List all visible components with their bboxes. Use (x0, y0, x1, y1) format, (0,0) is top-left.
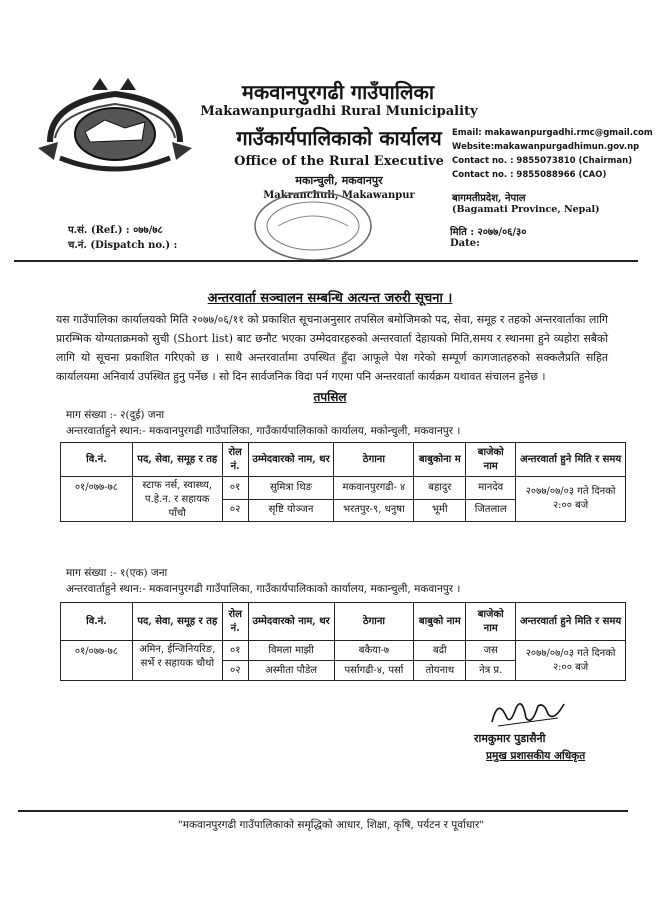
footer-slogan: "मकवानपुरगढी गाउँपालिकाको समृद्धिको आधार, शिक्षा, कृषि, पर्यटन र पूर्वाधार" (177, 819, 485, 831)
grandfather-cell: जस (466, 641, 516, 661)
venue-2: अन्तरवार्ताहुने स्थान:- मकवानपुरगढी गाउँपालिका, गाउँकार्यपालिकाको कार्यालय, मकान्चुली, मकवानपुर । (66, 583, 461, 595)
post-cell: स्टाफ नर्स, स्वास्थ्य, प.हे.न. र सहायक पाँचौ (132, 477, 222, 522)
address-cell: भरतपुर-९, धनुषा (334, 499, 414, 522)
name-cell: अस्मीता पौडेल (248, 661, 334, 681)
province-nepali: बागमतीप्रदेश, नेपाल (452, 193, 526, 204)
name-cell: सृष्टि योञ्जन (248, 499, 334, 522)
office-title-nepali: गाउँकार्यपालिकाको कार्यालय (236, 126, 442, 150)
datetime-cell: २०७७/०७/०३ गते दिनको २:०० बजे (516, 477, 626, 522)
signature-scribble (488, 696, 568, 730)
demand-count-1: माग संख्या :- २(दुई) जना (66, 409, 165, 421)
father-cell: तोयनाथ (414, 661, 466, 681)
contact-cao: Contact no. : 9855088966 (CAO) (452, 170, 607, 180)
father-cell: भूमी (414, 499, 466, 522)
notice-paragraph: यस गाउँपालिका कार्यालयको मिति २०७७/०६/११ को प्रकाशित सूचनाअनुसार तपसिल बमोजिमको पद, सेवा, समूह र तहको अन्तरवार्ताका लागि प्रारम्भिक योग्यताक्रमको सुची (Short list) बाट छनौट भएका उम्मेदवारहरुको अन्तरवार्ता देहायको मिति,समय र स्थानमा हुने व्यहोरा सबैको लागि यो सूचना प्रकाशित गरिएको छ । साथै अन्तरवार्तामा उपस्थित हुँदा आफूले पेश गरेको सम्पूर्ण कागजातहरुको सक्कलैप्रति सहित कार्यालयमा अनिवार्य उपस्थित हुनु पर्नेछ । सो दिन सार्वजनिक विदा पर्न गएमा पनि अन्तरवार्ता कार्यक्रम यथावत संचालन हुनेछ । (56, 313, 608, 383)
table-header-row (61, 443, 626, 477)
place-english: Makranchuli, Makawanpur (263, 190, 415, 201)
org-title-nepali: मकवानपुरगढी गाउँपालिका (241, 80, 435, 104)
roll-cell: ०२ (222, 661, 248, 681)
place-nepali: मकान्चुली, मकवानपुर (295, 174, 383, 187)
post-cell: अमिन, ईन्जिनियरिङ, सर्भे र सहायक चौथो (132, 641, 222, 681)
dispatch-number: च.नं. (Dispatch no.) : (68, 240, 178, 251)
address-cell: बकैया-७ (334, 641, 414, 661)
roll-cell: ०१ (222, 641, 248, 661)
venue-1: अन्तरवार्ताहुने स्थान:- मकवानपुरगढी गाउँपालिका, गाउँकार्यपालिकाको कार्यालय, मकोन्चुली, मकवानपुर । (66, 425, 461, 437)
demand-count-2: माग संख्या :- १(एक) जना (66, 567, 168, 579)
header-cell: वि.नं. (61, 443, 133, 477)
notice-title: अन्तरवार्ता सञ्चालन सम्बन्धि अत्यन्त जरुरी सूचना । (207, 291, 453, 306)
date-nepali: मिति : २०७७/०६/३० (450, 227, 527, 238)
father-cell: बहादुर (414, 477, 466, 500)
website-line: Website:makawanpurgadhimun.gov.np (452, 142, 640, 152)
org-title-english: Makawanpurgadhi Rural Municipality (200, 104, 478, 119)
header-cell: वि.नं. (61, 603, 133, 641)
grandfather-cell: नेत्र प्र. (466, 661, 516, 681)
header-cell: ठेगाना (334, 443, 414, 477)
table-header-row (61, 603, 626, 641)
roll-cell: ०१ (222, 477, 248, 500)
footer-divider (18, 810, 628, 812)
header-cell: रोल नं. (222, 603, 248, 641)
grandfather-cell: मानदेव (466, 477, 516, 500)
header-cell: बाबुकोना म (414, 443, 466, 477)
office-stamp (248, 186, 378, 266)
header-cell: पद, सेवा, समूह र तह (132, 603, 222, 641)
grandfather-cell: जितलाल (466, 499, 516, 522)
table-row (61, 641, 626, 661)
header-cell: रोल नं. (222, 443, 248, 477)
header-cell: ठेगाना (334, 603, 414, 641)
header-cell: अन्तरवार्ता हुने मिति र समय (516, 443, 626, 477)
office-title-english: Office of the Rural Executive (234, 154, 444, 169)
address-cell: मकवानपुरगढी- ४ (334, 477, 414, 500)
header-cell: बाजेको नाम (466, 443, 516, 477)
contact-chairman: Contact no. : 9855073810 (Chairman) (452, 156, 633, 166)
roll-cell: ०२ (222, 499, 248, 522)
serial-cell: ०१/०७७-७८ (61, 477, 133, 522)
name-cell: विमला माझी (248, 641, 334, 661)
address-cell: पर्सागढी-४, पर्सा (334, 661, 414, 681)
signatory-name: रामकुमार पुडासैनी (474, 732, 546, 745)
signatory-title: प्रमुख प्रशासकीय अधिकृत (486, 750, 586, 762)
datetime-cell: २०७७/०७/०३ गते दिनको २:०० बजे (516, 641, 626, 681)
candidate-table-2 (60, 602, 626, 681)
email-line: Email: makawanpurgadhi.rmc@gmail.com (452, 128, 653, 138)
province-english: (Bagamati Province, Nepal) (452, 204, 600, 215)
header-cell: पद, सेवा, समूह र तह (132, 443, 222, 477)
header-cell: उम्मेदवारको नाम, थर (248, 443, 334, 477)
emblem-logo (30, 72, 200, 182)
header-cell: बाजेको नाम (466, 603, 516, 641)
header-cell: बाबुको नाम (414, 603, 466, 641)
header-divider (14, 260, 638, 262)
father-cell: बद्री (414, 641, 466, 661)
candidate-table-1 (60, 442, 626, 522)
header-cell: उम्मेदवारको नाम, थर (248, 603, 334, 641)
contact-block (452, 126, 653, 182)
name-cell: सुमित्रा थिङ (248, 477, 334, 500)
serial-cell: ०१/०७७-७८ (61, 641, 133, 681)
header-cell: अन्तरवार्ता हुने मिति र समय (516, 603, 626, 641)
ref-number: प.सं. (Ref.) : ०७७/७८ (68, 225, 163, 236)
table-row (61, 477, 626, 500)
date-english-label: Date: (450, 238, 480, 249)
tapsil-heading: तपसिल (313, 390, 347, 404)
